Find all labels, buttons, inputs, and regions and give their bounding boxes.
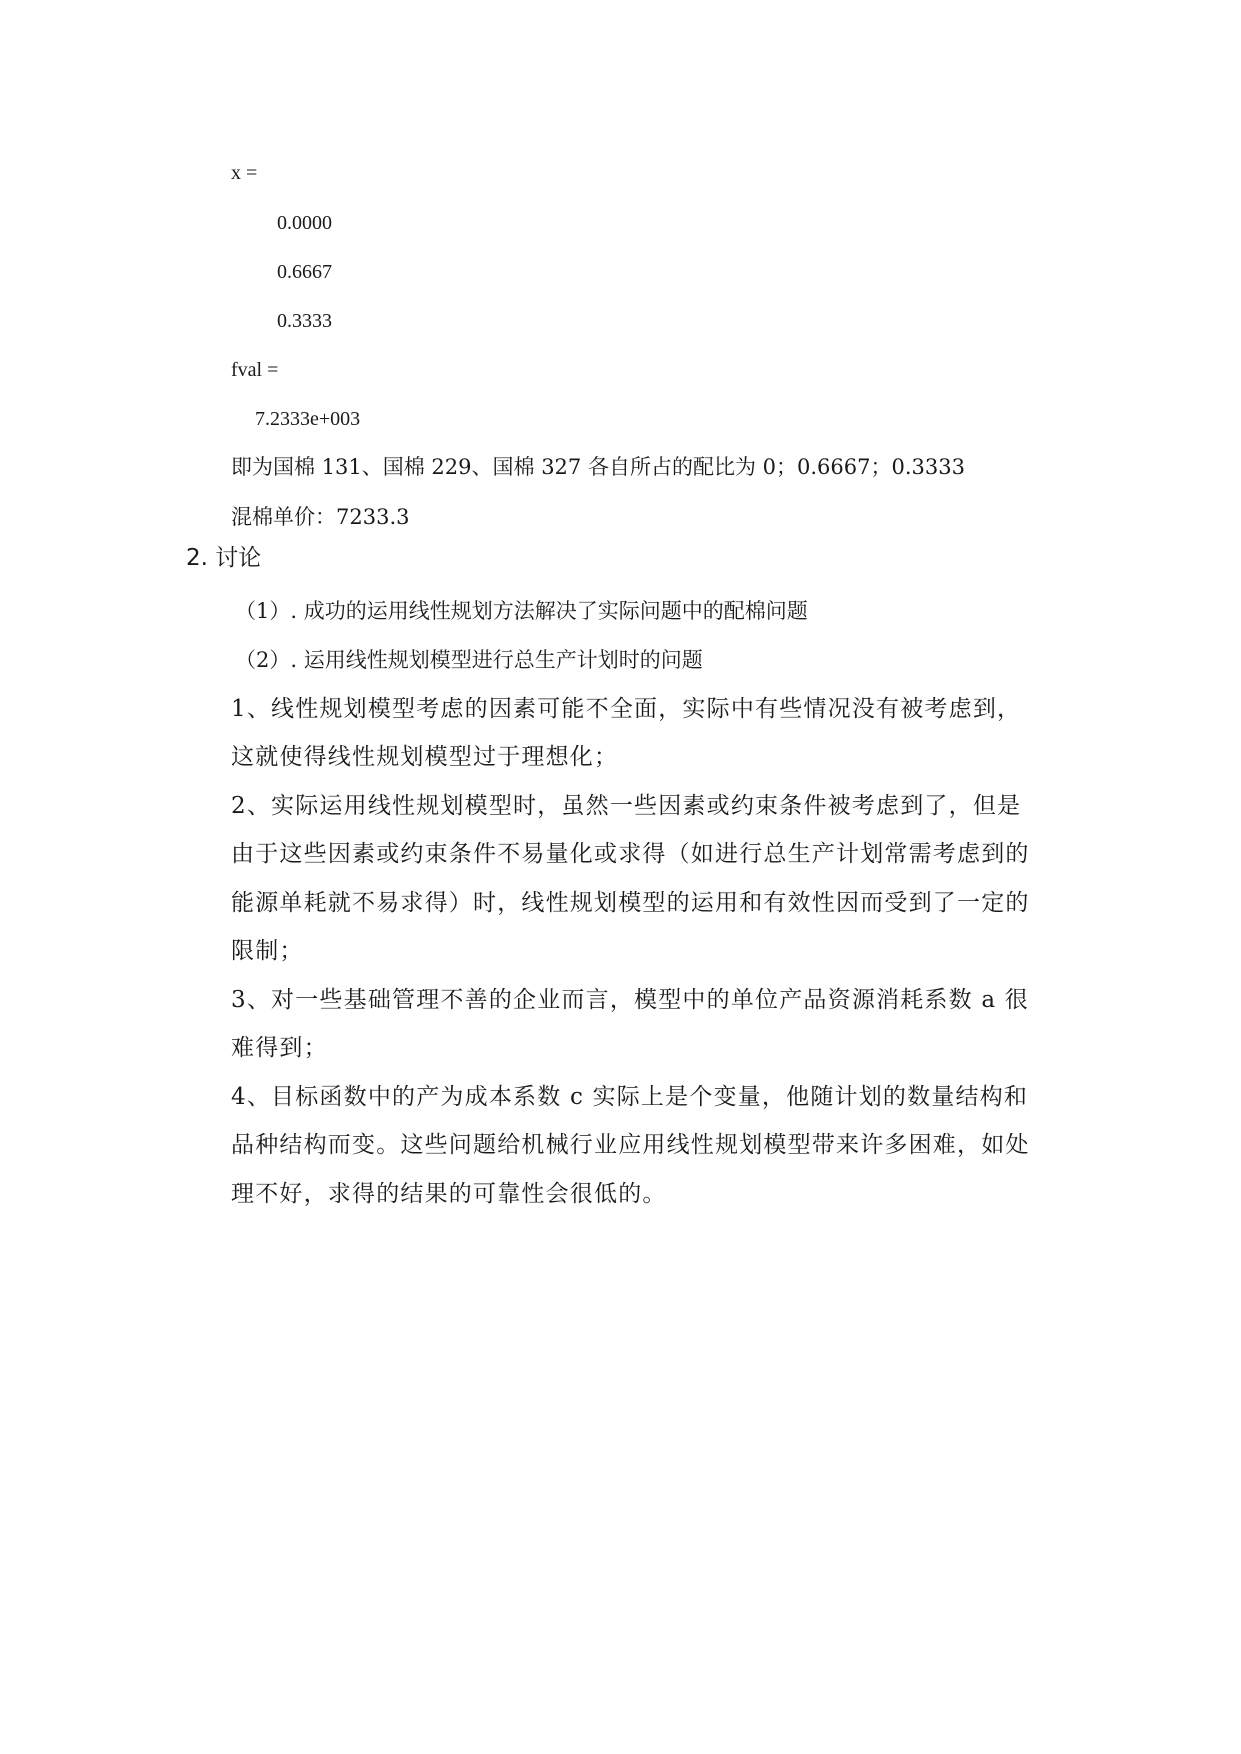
body-line: 2、实际运用线性规划模型时，虽然一些因素或约束条件被考虑到了，但是 xyxy=(231,793,1022,819)
x-value: 0.3333 xyxy=(277,310,332,332)
fval-value: 7.2333e+003 xyxy=(255,408,361,430)
body-line: 能源单耗就不易求得）时，线性规划模型的运用和有效性因而受到了一定的 xyxy=(231,890,1030,916)
x-value: 0.0000 xyxy=(277,212,332,234)
discussion-item: （2）. 运用线性规划模型进行总生产计划时的问题 xyxy=(235,648,703,672)
body-line: 3、对一些基础管理不善的企业而言，模型中的单位产品资源消耗系数 a 很 xyxy=(231,987,1029,1013)
body-line: 由于这些因素或约束条件不易量化或求得（如进行总生产计划常需考虑到的 xyxy=(231,841,1030,867)
body-line: 理不好，求得的结果的可靠性会很低的。 xyxy=(231,1181,667,1207)
body-line: 这就使得线性规划模型过于理想化； xyxy=(231,744,619,770)
discussion-item: （1）. 成功的运用线性规划方法解决了实际问题中的配棉问题 xyxy=(235,599,808,623)
unit-price: 混棉单价：7233.3 xyxy=(231,505,410,529)
body-line: 4、目标函数中的产为成本系数 c 实际上是个变量，他随计划的数量结构和 xyxy=(231,1084,1029,1110)
x-value: 0.6667 xyxy=(277,261,332,283)
body-line: 1、线性规划模型考虑的因素可能不全面，实际中有些情况没有被考虑到， xyxy=(231,696,1022,722)
x-label: x = xyxy=(231,162,258,184)
body-line: 品种结构而变。这些问题给机械行业应用线性规划模型带来许多困难，如处 xyxy=(231,1132,1030,1158)
body-line: 难得到； xyxy=(231,1035,328,1061)
body-line: 限制； xyxy=(231,938,304,964)
ratio-sentence: 即为国棉 131、国棉 229、国棉 327 各自所占的配比为 0；0.6667；0.3333 xyxy=(231,455,965,479)
section-heading: 2. 讨论 xyxy=(186,545,262,571)
fval-label: fval = xyxy=(231,359,279,381)
